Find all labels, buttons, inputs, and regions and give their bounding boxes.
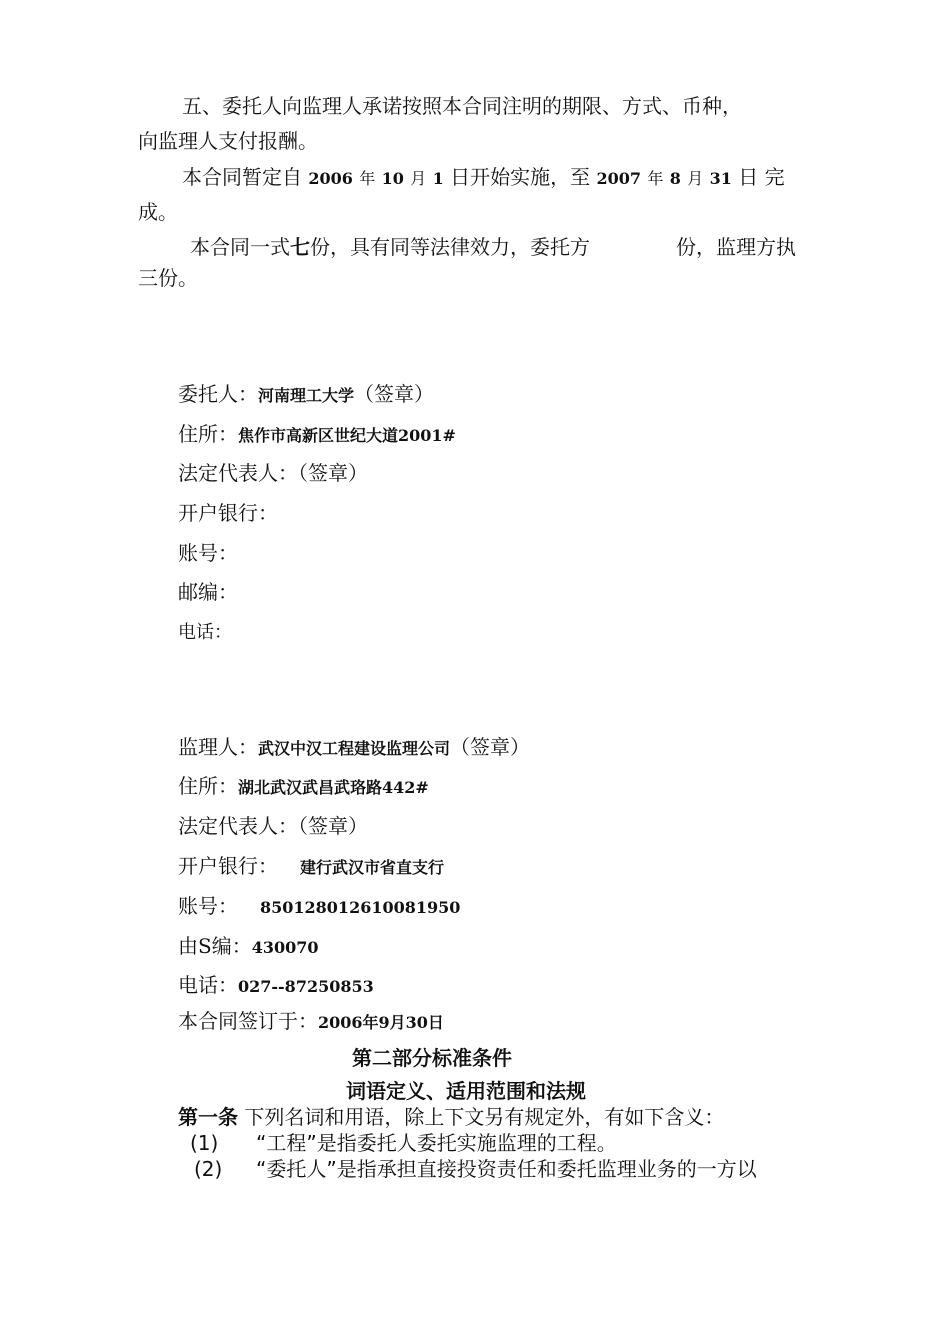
article-one-text: 下列名词和用语，除上下文另有规定外，有如下含义：	[244, 1105, 725, 1129]
term-end-month: 8	[669, 169, 681, 188]
client-name-label: 委托人：	[178, 382, 258, 406]
copies-line1-tail: 份，监理方执	[676, 235, 796, 259]
term-text-a: 本合同暂定自	[182, 165, 302, 189]
supervisor-phone-row	[178, 972, 374, 1000]
signed-date: 2006年9月30日	[318, 1013, 444, 1032]
term-end-year: 2007	[596, 169, 642, 188]
article-one-item-text: “委托人”是指承担直接投资责任和委托监理业务的一方以	[256, 1157, 757, 1181]
term-text-d: 日开始实施，至	[450, 165, 591, 189]
term-start-year: 2006	[308, 169, 353, 188]
clause-five-line1: 五、委托人向监理人承诺按照本合同注明的期限、方式、币种，	[182, 94, 742, 118]
supervisor-address-row	[178, 773, 429, 801]
signed-label: 本合同签订于：	[178, 1009, 318, 1033]
term-line1	[182, 164, 785, 192]
supervisor-postcode: 430070	[251, 938, 319, 957]
signed-row	[178, 1008, 444, 1036]
term-text-c: 月	[410, 169, 427, 188]
supervisor-phone-label: 电话：	[178, 973, 238, 997]
supervisor-postcode-row	[178, 933, 319, 961]
client-name-row	[178, 381, 434, 409]
client-address-label: 住所：	[178, 422, 238, 446]
client-bank-row: 开户银行：	[178, 501, 278, 525]
term-text-f: 月	[687, 169, 704, 188]
copies-text-b: 份，具有同等法律效力，委托方	[310, 235, 590, 259]
copies-line2: 三份。	[138, 266, 198, 290]
supervisor-name-row	[178, 734, 530, 762]
supervisor-bank: 建行武汉市省直支行	[300, 858, 445, 877]
client-phone-row: 电话：	[178, 622, 232, 643]
supervisor-name-label: 监理人：	[178, 735, 258, 759]
article-one-item	[194, 1156, 222, 1182]
item-number: (1)	[190, 1131, 219, 1155]
part-two-title: 第二部分标准条件	[352, 1046, 512, 1070]
supervisor-bank-row	[178, 853, 444, 881]
supervisor-address-label: 住所：	[178, 774, 238, 798]
copies-line1	[190, 234, 590, 260]
supervisor-seal: （签章）	[450, 735, 531, 759]
term-line2: 成。	[138, 200, 178, 224]
supervisor-account-label: 账号：	[178, 894, 238, 918]
supervisor-account: 850128012610081950	[260, 898, 461, 917]
term-text-e: 年	[647, 169, 664, 188]
term-start-month: 10	[381, 169, 404, 188]
copies-count: 七	[290, 235, 310, 259]
term-text-g: 日 完	[738, 165, 785, 189]
supervisor-account-row	[178, 893, 460, 921]
client-postcode-row: 邮编：	[178, 580, 238, 604]
term-start-day: 1	[432, 169, 444, 188]
supervisor-address: 湖北武汉武昌武珞路442#	[238, 778, 429, 797]
term-end-day: 31	[709, 169, 732, 188]
article-one-row	[178, 1104, 724, 1130]
supervisor-rep-row: 法定代表人：（签章）	[178, 814, 368, 838]
part-two-subtitle: 词语定义、适用范围和法规	[346, 1079, 586, 1103]
supervisor-postcode-label: 由S编：	[178, 934, 252, 958]
item-number: (2)	[194, 1157, 223, 1181]
client-rep-row: 法定代表人：（签章）	[178, 461, 368, 485]
supervisor-phone: 027--87250853	[238, 977, 374, 996]
copies-text-a: 本合同一式	[190, 235, 290, 259]
client-address: 焦作市高新区世纪大道2001#	[238, 426, 456, 445]
client-seal: （签章）	[354, 382, 435, 406]
term-text-b: 年	[359, 169, 376, 188]
clause-five-line2: 向监理人支付报酬。	[138, 129, 318, 153]
article-one-item-text: “工程”是指委托人委托实施监理的工程。	[256, 1131, 617, 1155]
client-name: 河南理工大学	[258, 386, 355, 405]
article-one-item	[190, 1130, 218, 1156]
supervisor-name: 武汉中汉工程建设监理公司	[258, 739, 451, 758]
supervisor-bank-label: 开户银行：	[178, 854, 278, 878]
article-one-label: 第一条	[178, 1105, 238, 1129]
client-address-row	[178, 421, 456, 449]
client-account-row: 账号：	[178, 541, 238, 565]
